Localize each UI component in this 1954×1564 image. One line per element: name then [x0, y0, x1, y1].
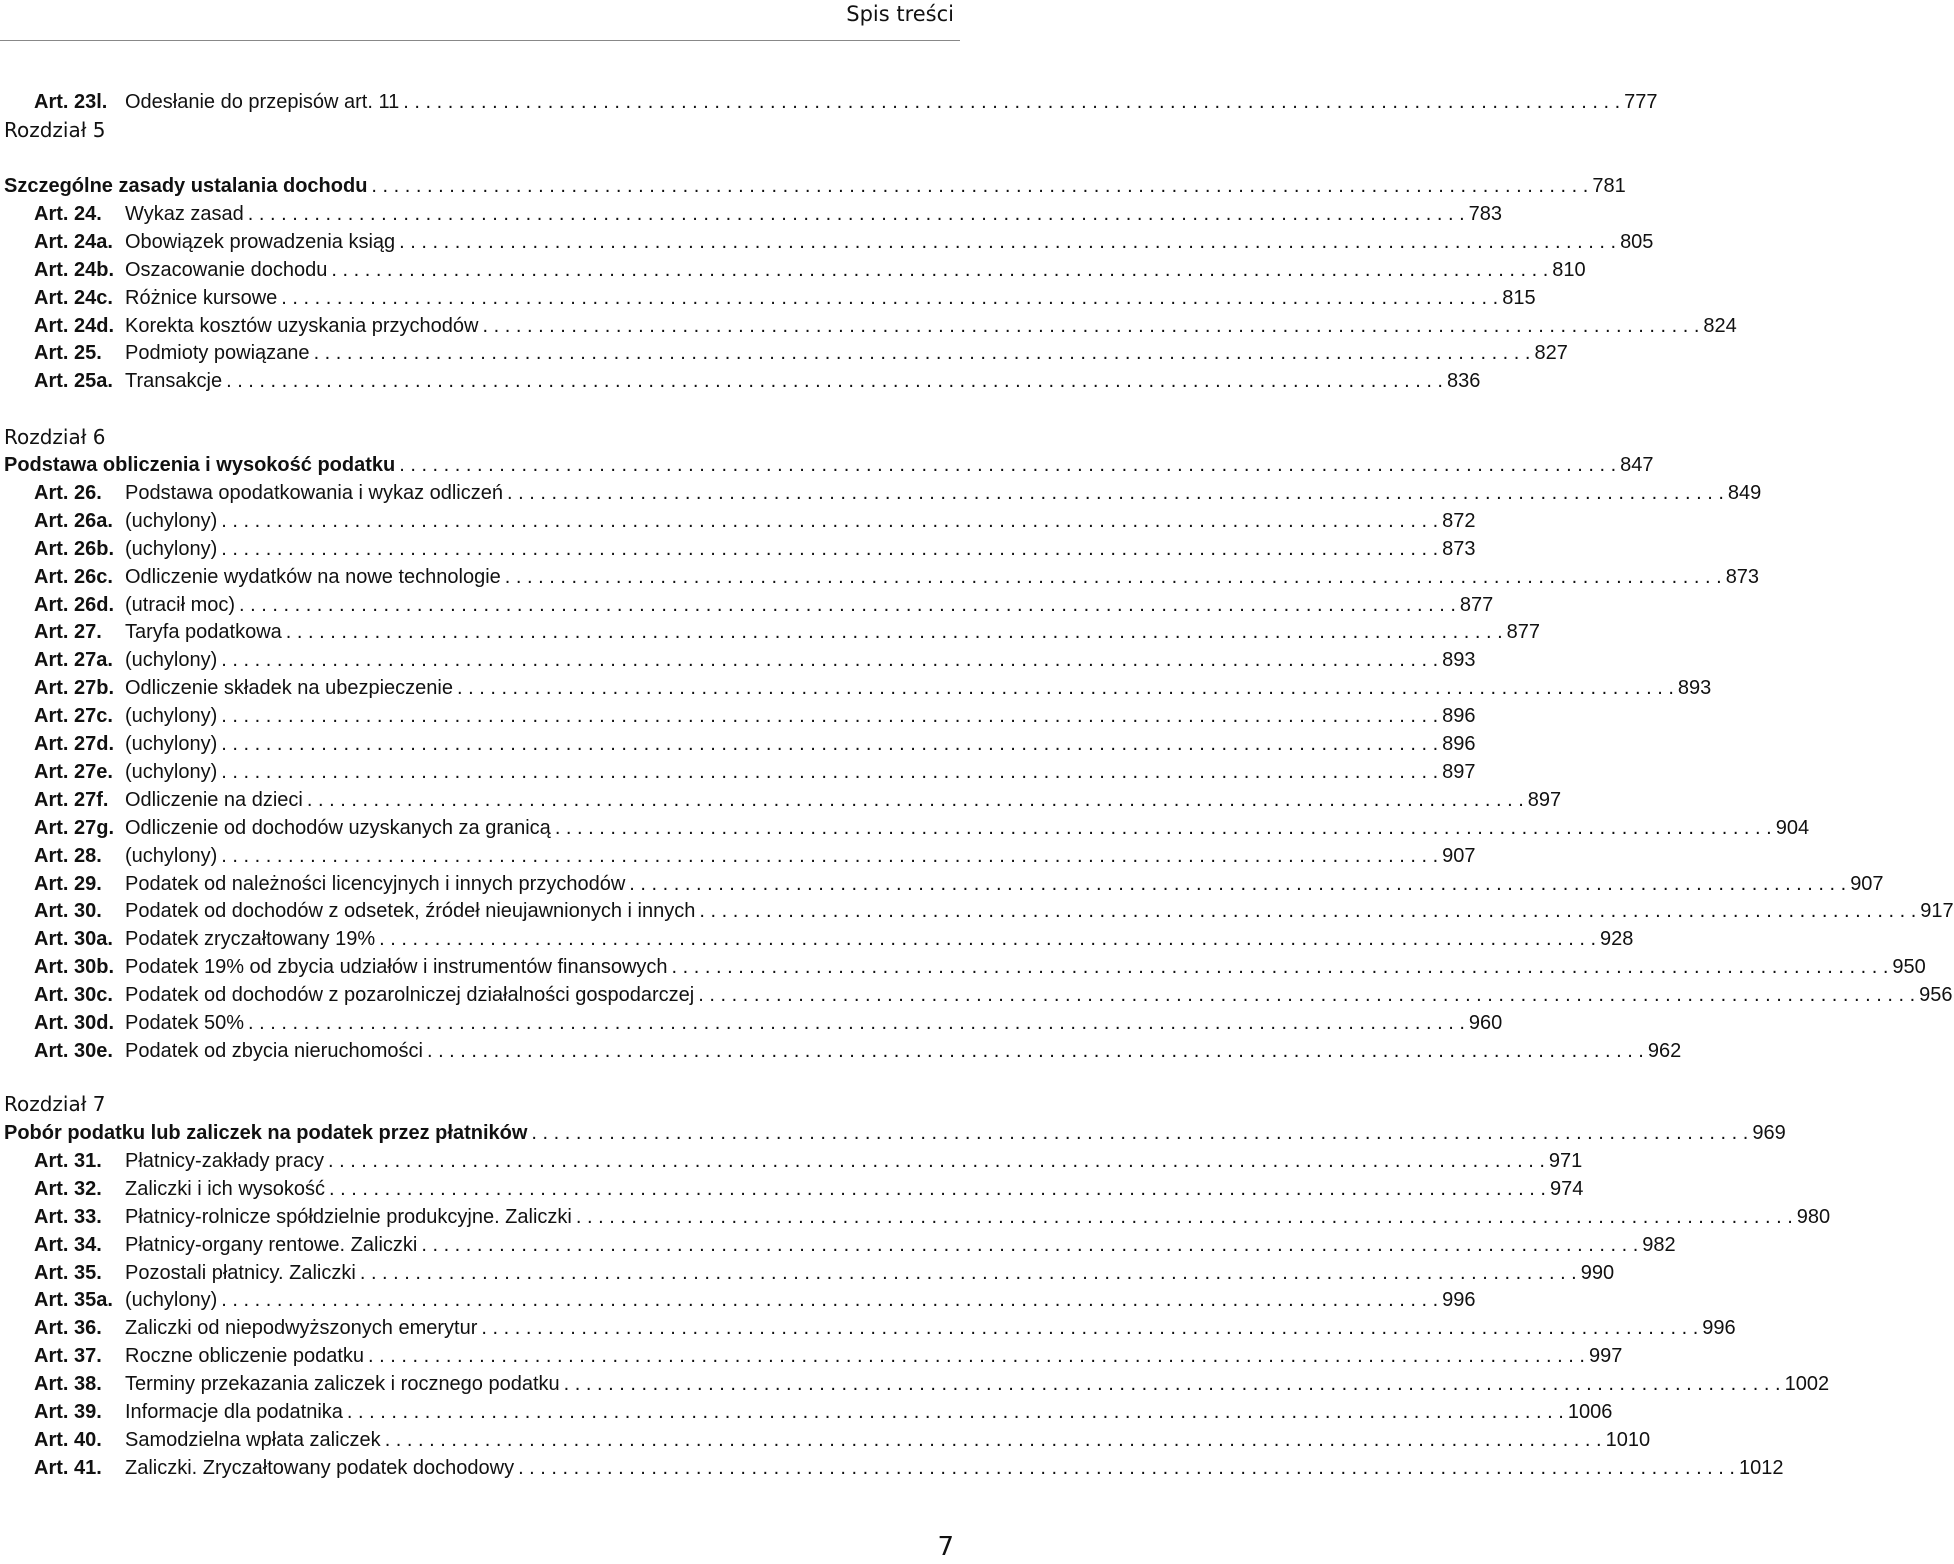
article-number: Art. 27e. [34, 760, 113, 783]
dot-leader [248, 201, 1465, 227]
entry-page: 877 [1506, 621, 1541, 644]
toc-entry[interactable] [4, 89, 1658, 115]
article-number: Art. 34. [34, 1233, 102, 1256]
entry-title: Podatek zryczałtowany 19% [125, 928, 376, 951]
entry-title: Oszacowanie dochodu [125, 258, 328, 281]
article-number: Art. 27a. [34, 649, 113, 672]
toc-entry[interactable] [4, 1427, 1651, 1453]
chapter-title: Szczególne zasady ustalania dochodu [4, 175, 368, 197]
dot-leader [331, 257, 1548, 283]
article-number: Art. 27b. [34, 677, 115, 700]
toc-entry[interactable] [4, 759, 1476, 785]
entry-title: Odliczenie składek na ubezpieczenie [125, 677, 453, 700]
entry-page: 836 [1446, 370, 1481, 393]
dot-leader [328, 1148, 1545, 1174]
entry-page: 969 [1752, 1122, 1786, 1144]
entry-title: Transakcje [125, 370, 223, 393]
toc-entry[interactable] [4, 1315, 1736, 1341]
entry-title: Płatnicy-organy rentowe. Zaliczki [125, 1233, 418, 1256]
entry-page: 956 [1919, 984, 1953, 1007]
entry-page: 971 [1548, 1149, 1583, 1172]
page-number: 7 [937, 1532, 954, 1562]
dot-leader [699, 898, 1916, 924]
entry-title: (uchylony) [125, 509, 218, 532]
entry-title: Podatek 19% od zbycia udziałów i instrumentów finansowych [125, 956, 668, 979]
chapter-heading-row[interactable] [4, 1120, 1786, 1146]
entry-title: Różnice kursowe [125, 286, 278, 309]
article-number: Art. 30b. [34, 956, 115, 979]
entry-title: Zaliczki i ich wysokość [125, 1177, 326, 1200]
article-number: Art. 26. [34, 481, 102, 504]
toc-entry[interactable] [4, 340, 1568, 366]
toc-entry[interactable] [4, 647, 1476, 673]
article-number: Art. 29. [34, 872, 102, 895]
entry-page: 783 [1468, 202, 1503, 225]
toc-entry[interactable] [4, 564, 1760, 590]
dot-leader [221, 703, 1438, 729]
toc-entry[interactable] [4, 368, 1481, 394]
dot-leader [314, 340, 1531, 366]
dot-leader [698, 982, 1915, 1008]
dot-leader [221, 759, 1438, 785]
toc-entry[interactable] [4, 1038, 1682, 1064]
entry-title: (uchylony) [125, 760, 218, 783]
article-number: Art. 24a. [34, 230, 113, 253]
entry-page: 974 [1549, 1177, 1584, 1200]
article-number: Art. 26c. [34, 565, 113, 588]
toc-entry[interactable] [4, 592, 1494, 618]
chapter-title: Podstawa obliczenia i wysokość podatku [4, 454, 396, 476]
toc-entry[interactable] [4, 1204, 1831, 1230]
dot-leader [481, 1315, 1698, 1341]
dot-leader [629, 871, 1846, 897]
entry-page: 928 [1600, 928, 1634, 951]
dot-leader [518, 1455, 1735, 1481]
dot-leader [564, 1371, 1781, 1397]
toc-entry[interactable] [4, 1399, 1613, 1425]
dot-leader [248, 1010, 1465, 1036]
toc-entry[interactable] [4, 703, 1476, 729]
entry-title: Podatek od dochodów z odsetek, źródeł nieujawnionych i innych [125, 900, 696, 923]
dot-leader [555, 815, 1772, 841]
article-number: Art. 30e. [34, 1039, 113, 1062]
dot-leader [457, 675, 1674, 701]
entry-title: (uchylony) [125, 1289, 218, 1312]
toc-entry[interactable] [4, 1287, 1476, 1313]
entry-title: Informacje dla podatnika [125, 1401, 343, 1423]
article-number: Art. 30a. [34, 928, 113, 951]
entry-title: Terminy przekazania zaliczek i rocznego podatku [125, 1373, 560, 1396]
chapter-label: Rozdział 7 [4, 1092, 106, 1116]
dot-leader [483, 313, 1700, 339]
toc-entry[interactable] [4, 480, 1762, 506]
entry-page: 873 [1442, 537, 1476, 560]
toc-entry[interactable] [4, 926, 1634, 952]
chapter-heading-row[interactable] [4, 452, 1654, 478]
entry-page: 897 [1442, 760, 1476, 783]
dot-leader [221, 1287, 1438, 1313]
entry-page: 897 [1527, 788, 1562, 811]
article-number: Art. 31. [34, 1149, 102, 1172]
header-rule [0, 40, 960, 41]
entry-title: Korekta kosztów uzyskania przychodów [125, 314, 479, 337]
toc-entry[interactable] [4, 201, 1503, 227]
entry-title: Wykaz zasad [125, 202, 244, 225]
dot-leader [385, 1427, 1602, 1453]
toc-entry[interactable] [4, 1148, 1583, 1174]
entry-page: 1010 [1605, 1428, 1651, 1451]
dot-leader [286, 619, 1503, 645]
article-number: Art. 37. [34, 1345, 102, 1368]
entry-title: Obowiązek prowadzenia ksiąg [125, 230, 396, 253]
entry-page: 849 [1727, 481, 1762, 504]
entry-page: 917 [1920, 900, 1954, 923]
entry-page: 1006 [1567, 1401, 1613, 1423]
entry-page: 815 [1502, 286, 1536, 309]
entry-title: Odliczenie od dochodów uzyskanych za granicą [125, 816, 551, 839]
toc-entry[interactable] [4, 508, 1476, 534]
article-number: Art. 24b. [34, 258, 115, 281]
article-number: Art. 25a. [34, 370, 113, 393]
dot-leader [399, 229, 1616, 255]
article-number: Art. 27d. [34, 733, 115, 755]
entry-page: 990 [1580, 1261, 1615, 1284]
dot-leader [221, 508, 1438, 534]
entry-page: 873 [1725, 565, 1760, 588]
entry-page: 997 [1588, 1345, 1623, 1368]
article-number: Art. 27f. [34, 788, 109, 811]
dot-leader [329, 1176, 1546, 1202]
article-number: Art. 41. [34, 1456, 102, 1479]
dot-leader [371, 173, 1588, 199]
dot-leader [427, 1038, 1644, 1064]
toc-entry[interactable] [4, 1232, 1676, 1258]
article-number: Art. 30d. [34, 1012, 115, 1034]
article-number: Art. 24c. [34, 286, 113, 309]
toc-entry[interactable] [4, 731, 1476, 757]
toc-entry[interactable] [4, 257, 1586, 283]
entry-title: Podatek od należności licencyjnych i innych przychodów [125, 872, 626, 895]
entry-title: (uchylony) [125, 733, 218, 755]
entry-page: 904 [1775, 816, 1810, 839]
article-number: Art. 38. [34, 1373, 102, 1396]
entry-title: Podmioty powiązane [125, 342, 310, 365]
entry-page: 872 [1442, 509, 1476, 532]
entry-title: Podstawa opodatkowania i wykaz odliczeń [125, 481, 503, 504]
chapter-label: Rozdział 5 [4, 118, 106, 142]
dot-leader [281, 285, 1498, 311]
entry-page: 907 [1442, 844, 1476, 867]
entry-page: 777 [1624, 91, 1658, 113]
dot-leader [239, 592, 1456, 618]
toc-entry[interactable] [4, 285, 1536, 311]
article-number: Art. 30. [34, 900, 102, 923]
toc-entry[interactable] [4, 898, 1954, 924]
entry-page: 962 [1647, 1039, 1682, 1062]
article-number: Art. 33. [34, 1205, 102, 1228]
article-number: Art. 27c. [34, 705, 113, 728]
dot-leader [531, 1120, 1748, 1146]
chapter-title: Pobór podatku lub zaliczek na podatek przez płatników [4, 1122, 528, 1144]
article-number: Art. 24d. [34, 314, 115, 337]
entry-page: 824 [1703, 314, 1737, 337]
entry-page: 907 [1850, 872, 1884, 895]
toc-entry[interactable] [4, 1260, 1615, 1286]
dot-leader [221, 647, 1438, 673]
article-number: Art. 35a. [34, 1289, 113, 1312]
dot-leader [399, 452, 1616, 478]
toc-entry[interactable] [4, 1010, 1503, 1036]
dot-leader [421, 1232, 1638, 1258]
entry-page: 847 [1620, 454, 1654, 476]
toc-entry[interactable] [4, 1176, 1584, 1202]
entry-page: 805 [1620, 230, 1654, 253]
article-number: Art. 40. [34, 1428, 102, 1451]
entry-title: Zaliczki. Zryczałtowany podatek dochodowy [125, 1456, 515, 1479]
article-number: Art. 27g. [34, 816, 115, 839]
entry-page: 996 [1442, 1289, 1476, 1312]
dot-leader [379, 926, 1596, 952]
entry-title: Płatnicy-rolnicze spółdzielnie produkcyjne. Zaliczki [125, 1205, 572, 1228]
entry-page: 896 [1442, 733, 1476, 755]
entry-title: Roczne obliczenie podatku [125, 1345, 365, 1368]
entry-page: 982 [1642, 1233, 1676, 1256]
toc-entry[interactable] [4, 229, 1654, 255]
toc-entry[interactable] [4, 815, 1810, 841]
entry-page: 827 [1534, 342, 1568, 365]
dot-leader [505, 564, 1722, 590]
article-number: Art. 23l. [34, 91, 108, 113]
entry-page: 893 [1677, 677, 1712, 700]
entry-page: 996 [1702, 1317, 1736, 1340]
entry-page: 980 [1796, 1205, 1831, 1228]
article-number: Art. 28. [34, 844, 102, 867]
dot-leader [368, 1343, 1585, 1369]
article-number: Art. 24. [34, 202, 102, 225]
entry-title: Odliczenie wydatków na nowe technologie [125, 565, 501, 588]
entry-page: 781 [1592, 175, 1626, 197]
dot-leader [403, 89, 1620, 115]
entry-title: Podatek 50% [125, 1012, 244, 1034]
dot-leader [221, 536, 1438, 562]
toc-entry[interactable] [4, 619, 1541, 645]
entry-page: 950 [1892, 956, 1926, 979]
entry-title: Podatek od zbycia nieruchomości [125, 1039, 423, 1062]
dot-leader [576, 1204, 1793, 1230]
entry-title: (utracił moc) [125, 593, 236, 616]
entry-page: 1012 [1738, 1456, 1784, 1479]
entry-page: 960 [1468, 1012, 1503, 1034]
entry-title: Taryfa podatkowa [125, 621, 282, 644]
toc-entry[interactable] [4, 1343, 1623, 1369]
toc-entry[interactable] [4, 787, 1562, 813]
entry-title: Zaliczki od niepodwyższonych emerytur [125, 1317, 478, 1340]
dot-leader [307, 787, 1524, 813]
article-number: Art. 26d. [34, 593, 115, 616]
entry-title: Odliczenie na dzieci [125, 788, 303, 811]
dot-leader [507, 480, 1724, 506]
toc-entry[interactable] [4, 954, 1926, 980]
toc-entry[interactable] [4, 843, 1476, 869]
entry-title: (uchylony) [125, 705, 218, 728]
toc-entry[interactable] [4, 982, 1953, 1008]
article-number: Art. 35. [34, 1261, 102, 1284]
entry-page: 877 [1459, 593, 1494, 616]
toc-entry[interactable] [4, 536, 1476, 562]
entry-title: Odesłanie do przepisów art. 11 [125, 91, 400, 113]
entry-title: Płatnicy-zakłady pracy [125, 1149, 324, 1172]
article-number: Art. 26a. [34, 509, 113, 532]
entry-page: 1002 [1784, 1373, 1830, 1396]
toc-entry[interactable] [4, 1455, 1784, 1481]
dot-leader [226, 368, 1443, 394]
article-number: Art. 26b. [34, 537, 115, 560]
toc-entry[interactable] [4, 1371, 1830, 1397]
dot-leader [672, 954, 1889, 980]
entry-title: (uchylony) [125, 537, 218, 560]
entry-title: (uchylony) [125, 649, 218, 672]
entry-title: (uchylony) [125, 844, 218, 867]
article-number: Art. 30c. [34, 984, 113, 1007]
entry-title: Samodzielna wpłata zaliczek [125, 1428, 381, 1451]
article-number: Art. 25. [34, 342, 102, 365]
article-number: Art. 27. [34, 621, 102, 644]
toc-entry[interactable] [4, 313, 1737, 339]
dot-leader [221, 843, 1438, 869]
chapter-label: Rozdział 6 [4, 425, 106, 449]
toc-entry[interactable] [4, 675, 1712, 701]
entry-page: 810 [1552, 258, 1586, 281]
dot-leader [221, 731, 1438, 757]
running-header: Spis treści [846, 2, 954, 26]
dot-leader [347, 1399, 1564, 1425]
chapter-heading-row[interactable] [4, 173, 1626, 199]
article-number: Art. 39. [34, 1401, 102, 1423]
article-number: Art. 36. [34, 1317, 102, 1340]
entry-page: 893 [1442, 649, 1476, 672]
entry-title: Podatek od dochodów z pozarolniczej działalności gospodarczej [125, 984, 695, 1007]
article-number: Art. 32. [34, 1177, 102, 1200]
entry-title: Pozostali płatnicy. Zaliczki [125, 1261, 356, 1284]
toc-entry[interactable] [4, 871, 1884, 897]
entry-page: 896 [1442, 705, 1476, 728]
dot-leader [360, 1260, 1577, 1286]
